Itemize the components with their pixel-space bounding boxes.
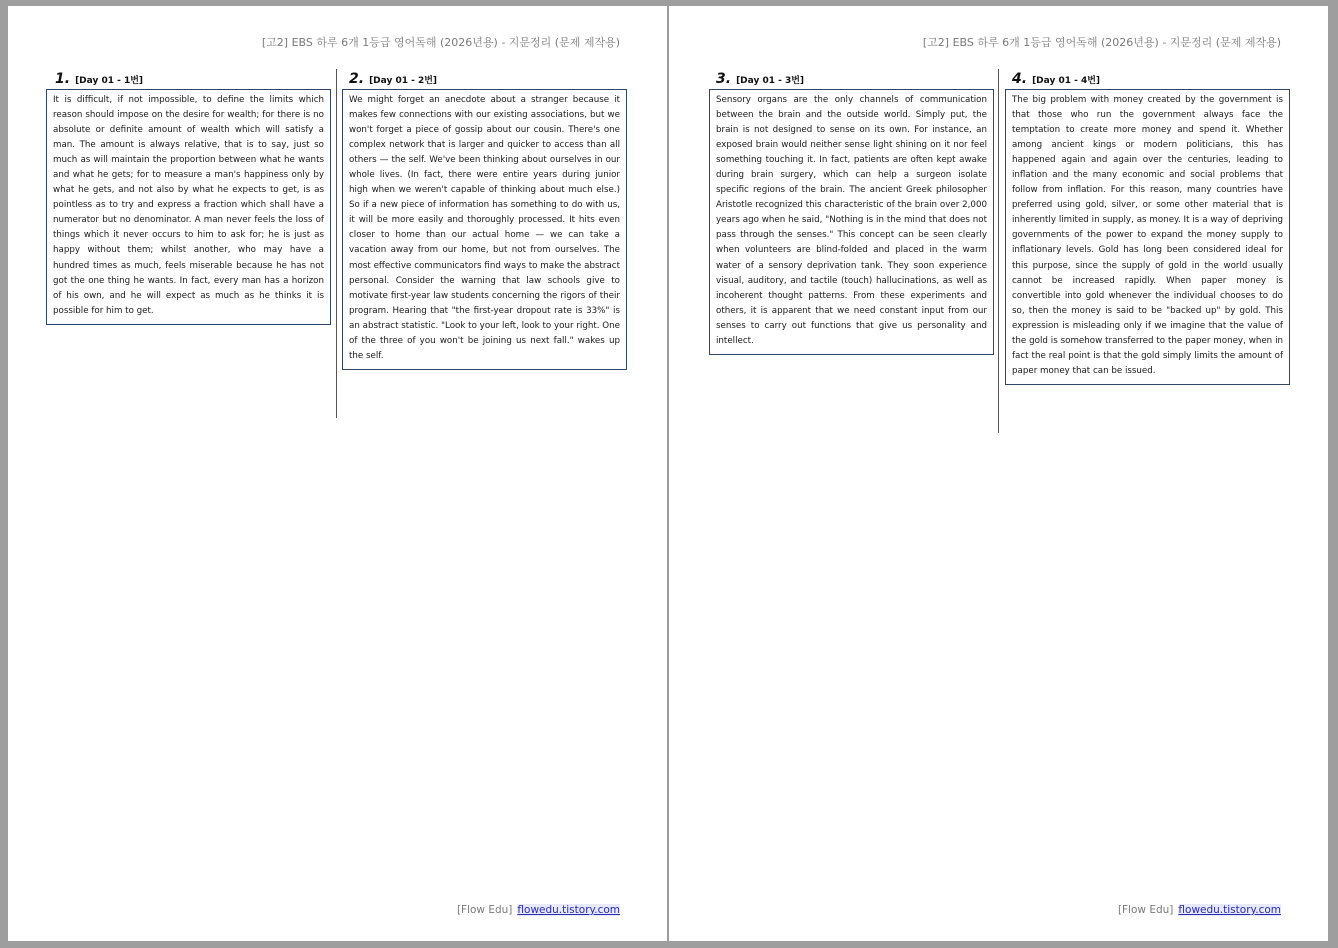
page-left — [8, 6, 667, 941]
question-4-heading — [1012, 68, 1100, 87]
question-tag: [Day 01 - 3번] — [736, 76, 805, 86]
question-1-passage: It is difficult, if not impossible, to define the limits which reason should impose on the desire for wealth; for there is no absolute or definite amount of wealth which will satisfy a man. The amount is always relative, that is to say, just so much as will maintain the proportion between what he wants and what he gets; for to measure a man's happiness only by what he gets, and not also by what he expects to get, is as pointless as to try and express a fraction which shall have a numerator but no denominator. A man never feels the loss of things which it never occurs to him to ask for; he is just as happy without them; whilst another, who may have a hundred times as much, feels miserable because he has not got the one thing he wants. In fact, every man has a horizon of his own, and he will expect as much as he thinks it is possible for him to get. — [46, 89, 331, 325]
question-number: 2. — [349, 71, 365, 87]
page-footer — [457, 904, 620, 916]
question-tag: [Day 01 - 4번] — [1032, 76, 1101, 86]
footer-link[interactable]: flowedu.tistory.com — [1178, 904, 1281, 916]
page-header: [고2] EBS 하루 6개 1등급 영어독해 (2026년용) - 지문정리 (문제 제작용) — [261, 36, 620, 49]
question-number: 4. — [1012, 71, 1028, 87]
footer-brand: [Flow Edu] — [1117, 904, 1174, 916]
column-divider — [336, 69, 337, 418]
question-3-heading — [716, 68, 804, 87]
page-header: [고2] EBS 하루 6개 1등급 영어독해 (2026년용) - 지문정리 (문제 제작용) — [922, 36, 1281, 49]
page-footer — [1118, 904, 1281, 916]
page-right — [669, 6, 1328, 941]
question-number: 1. — [55, 71, 71, 87]
question-1-heading — [55, 68, 143, 87]
column-divider — [998, 69, 999, 433]
question-number: 3. — [716, 71, 732, 87]
question-2-passage: We might forget an anecdote about a stranger because it makes few connections with our existing associations, but we won't forget a piece of gossip about our cousin. There's one complex network that is larger and quicker to access than all others — the self. We've been thinking about ourselves in our whole lives. (In fact, there were entire years during junior high when we weren't capable of thinking about much else.) So if a new piece of information has something to do with us, it will be more easily and thoroughly processed. It hits even closer to home than our actual home — we can take a vacation away from our home, but not from ourselves. The most effective communicators find ways to make the abstract personal. Consider the warning that law schools give to motivate first-year law students concerning the rigors of their program. Hearing that "the first-year dropout rate is 33%" is an abstract statistic. "Look to your left, look to your right. One of the three of you won't be joining us next fall." wakes up the self. — [342, 89, 627, 370]
footer-brand: [Flow Edu] — [456, 904, 513, 916]
question-3-passage: Sensory organs are the only channels of communication between the brain and the outside world. Simply put, the brain is not designed to sense on its own. For instance, an exposed brain would neither sense light shining on it nor feel something touching it. In fact, patients are often kept awake during brain surgery, which can help a surgeon isolate specific regions of the brain. The ancient Greek philosopher Aristotle recognized this characteristic of the brain over 2,000 years ago when he said, "Nothing is in the mind that does not pass through the senses." This concept can be seen clearly when volunteers are blind-folded and placed in the warm water of a sensory deprivation tank. They soon experience visual, auditory, and tactile (touch) hallucinations, as well as incoherent thought patterns. From these experiments and others, it is apparent that we need constant input from our senses to carry out functions that give us personality and intellect. — [709, 89, 994, 355]
question-tag: [Day 01 - 2번] — [369, 76, 438, 86]
question-2-heading — [349, 68, 437, 87]
question-4-passage: The big problem with money created by the government is that those who run the government always face the temptation to create more money and spend it. Whether among ancient kings or modern politicians, this has happened again and again over the centuries, leading to inflation and the many economic and social problems that follow from inflation. For this reason, many countries have preferred using gold, silver, or some other material that is inherently limited in supply, as money. It is a way of depriving governments of the power to expand the money supply to inflationary levels. Gold has long been considered ideal for this purpose, since the supply of gold in the world usually cannot be increased rapidly. When paper money is convertible into gold whenever the individual chooses to do so, then the money is said to be "backed up" by gold. This expression is misleading only if we imagine that the value of the gold is somehow transferred to the paper money, when in fact the real point is that the gold simply limits the amount of paper money that can be issued. — [1005, 89, 1290, 385]
question-tag: [Day 01 - 1번] — [75, 76, 144, 86]
footer-link[interactable]: flowedu.tistory.com — [517, 904, 620, 916]
